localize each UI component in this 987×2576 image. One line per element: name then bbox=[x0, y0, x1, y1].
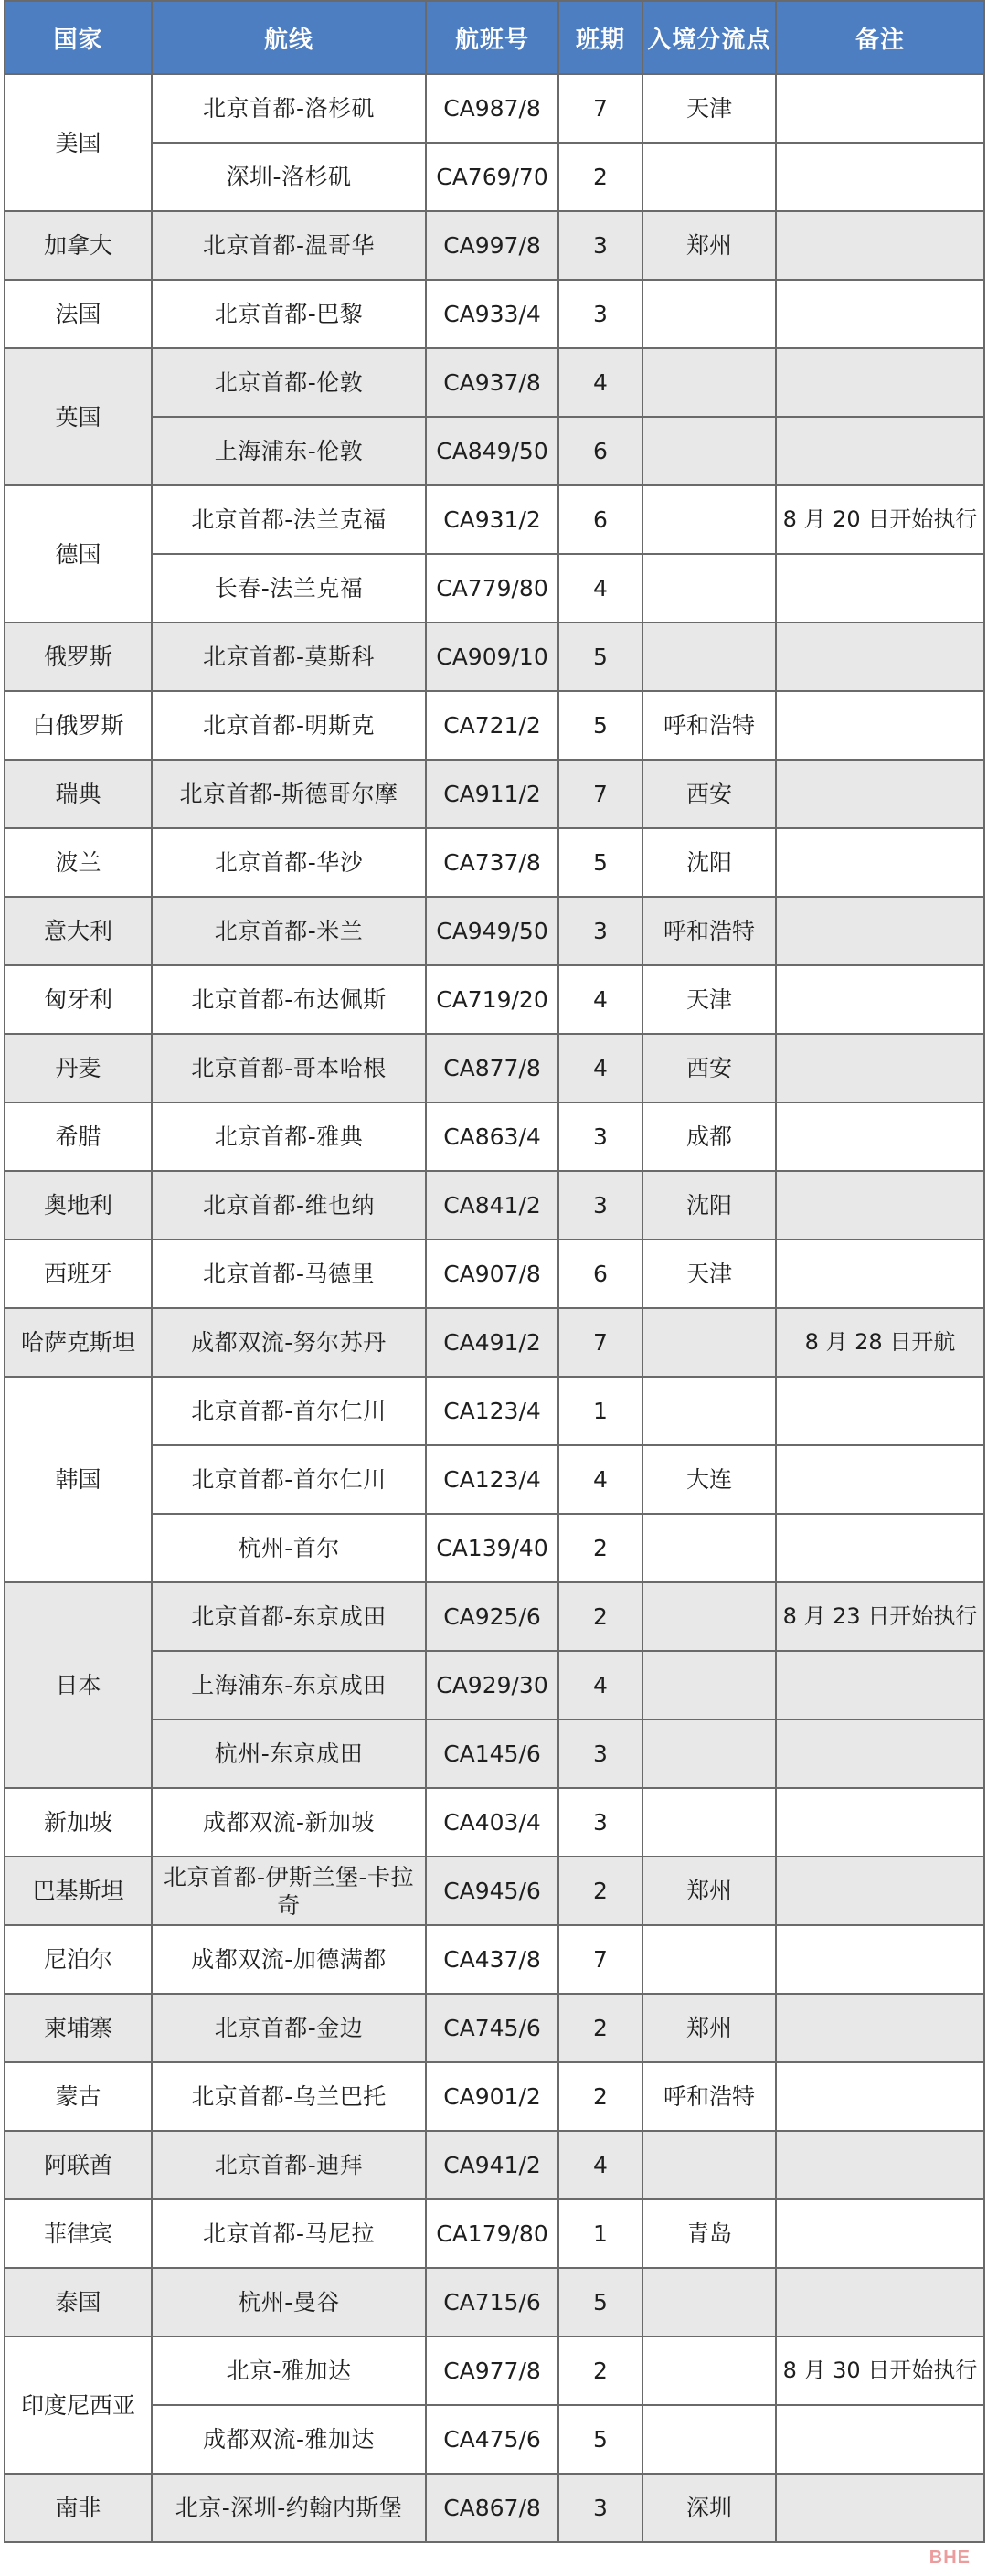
table-row bbox=[5, 2474, 984, 2542]
country-cell: 波兰 bbox=[5, 828, 152, 897]
note-cell bbox=[776, 2474, 984, 2542]
entry-cell bbox=[642, 1377, 776, 1445]
flight-cell: CA877/8 bbox=[426, 1034, 558, 1102]
route-cell: 杭州-东京成田 bbox=[152, 1719, 426, 1788]
flight-cell: CA437/8 bbox=[426, 1925, 558, 1994]
country-cell: 俄罗斯 bbox=[5, 623, 152, 691]
table-row bbox=[5, 623, 984, 691]
note-cell bbox=[776, 2199, 984, 2268]
note-cell bbox=[776, 2131, 984, 2199]
flight-cell: CA925/6 bbox=[426, 1582, 558, 1651]
entry-cell: 呼和浩特 bbox=[642, 897, 776, 965]
table-row bbox=[5, 2199, 984, 2268]
route-cell: 北京首都-哥本哈根 bbox=[152, 1034, 426, 1102]
country-cell: 西班牙 bbox=[5, 1240, 152, 1308]
table-row bbox=[5, 2336, 984, 2405]
country-cell: 匈牙利 bbox=[5, 965, 152, 1034]
column-header-flight: 航班号 bbox=[426, 1, 558, 74]
flight-cell: CA841/2 bbox=[426, 1171, 558, 1240]
note-cell bbox=[776, 143, 984, 211]
entry-cell: 郑州 bbox=[642, 1994, 776, 2062]
country-cell: 德国 bbox=[5, 485, 152, 623]
freq-cell: 5 bbox=[558, 2268, 642, 2336]
freq-cell: 3 bbox=[558, 1788, 642, 1857]
note-cell bbox=[776, 1514, 984, 1582]
table-row bbox=[5, 1377, 984, 1445]
freq-cell: 2 bbox=[558, 2336, 642, 2405]
note-cell bbox=[776, 348, 984, 417]
country-cell: 南非 bbox=[5, 2474, 152, 2542]
flight-cell: CA123/4 bbox=[426, 1377, 558, 1445]
note-cell bbox=[776, 1994, 984, 2062]
entry-cell: 呼和浩特 bbox=[642, 2062, 776, 2131]
entry-cell: 深圳 bbox=[642, 2474, 776, 2542]
freq-cell: 4 bbox=[558, 554, 642, 623]
entry-cell bbox=[642, 348, 776, 417]
note-cell bbox=[776, 1102, 984, 1171]
note-cell bbox=[776, 1240, 984, 1308]
entry-cell bbox=[642, 1925, 776, 1994]
freq-cell: 2 bbox=[558, 1994, 642, 2062]
route-cell: 北京首都-雅典 bbox=[152, 1102, 426, 1171]
note-cell bbox=[776, 1719, 984, 1788]
table-header bbox=[5, 1, 984, 74]
freq-cell: 1 bbox=[558, 2199, 642, 2268]
entry-cell: 天津 bbox=[642, 1240, 776, 1308]
table-row bbox=[5, 554, 984, 623]
flight-cell: CA769/70 bbox=[426, 143, 558, 211]
freq-cell: 3 bbox=[558, 1719, 642, 1788]
table-row bbox=[5, 74, 984, 143]
country-cell: 柬埔寨 bbox=[5, 1994, 152, 2062]
entry-cell bbox=[642, 143, 776, 211]
table-body bbox=[5, 74, 984, 2542]
flight-cell: CA123/4 bbox=[426, 1445, 558, 1514]
freq-cell: 4 bbox=[558, 1651, 642, 1719]
route-cell: 北京首都-明斯克 bbox=[152, 691, 426, 760]
route-cell: 北京首都-首尔仁川 bbox=[152, 1377, 426, 1445]
table-row bbox=[5, 1102, 984, 1171]
route-cell: 北京-雅加达 bbox=[152, 2336, 426, 2405]
flight-cell: CA931/2 bbox=[426, 485, 558, 554]
country-cell: 菲律宾 bbox=[5, 2199, 152, 2268]
country-cell: 加拿大 bbox=[5, 211, 152, 280]
route-cell: 北京-深圳-约翰内斯堡 bbox=[152, 2474, 426, 2542]
entry-cell bbox=[642, 1788, 776, 1857]
country-cell: 印度尼西亚 bbox=[5, 2336, 152, 2474]
flight-cell: CA909/10 bbox=[426, 623, 558, 691]
note-cell: 8 月 30 日开始执行 bbox=[776, 2336, 984, 2405]
route-cell: 长春-法兰克福 bbox=[152, 554, 426, 623]
flight-cell: CA179/80 bbox=[426, 2199, 558, 2268]
route-cell: 成都双流-努尔苏丹 bbox=[152, 1308, 426, 1377]
route-cell: 北京首都-华沙 bbox=[152, 828, 426, 897]
entry-cell bbox=[642, 280, 776, 348]
freq-cell: 5 bbox=[558, 623, 642, 691]
route-cell: 北京首都-伦敦 bbox=[152, 348, 426, 417]
table-row bbox=[5, 1514, 984, 1582]
table-row bbox=[5, 2131, 984, 2199]
freq-cell: 4 bbox=[558, 2131, 642, 2199]
route-cell: 深圳-洛杉矶 bbox=[152, 143, 426, 211]
freq-cell: 6 bbox=[558, 417, 642, 485]
table-row bbox=[5, 348, 984, 417]
freq-cell: 2 bbox=[558, 1582, 642, 1651]
country-cell: 蒙古 bbox=[5, 2062, 152, 2131]
note-cell bbox=[776, 1925, 984, 1994]
route-cell: 北京首都-巴黎 bbox=[152, 280, 426, 348]
table-row bbox=[5, 760, 984, 828]
table-row bbox=[5, 897, 984, 965]
entry-cell bbox=[642, 2405, 776, 2474]
flight-cell: CA863/4 bbox=[426, 1102, 558, 1171]
route-cell: 上海浦东-伦敦 bbox=[152, 417, 426, 485]
note-cell: 8 月 20 日开始执行 bbox=[776, 485, 984, 554]
flight-cell: CA491/2 bbox=[426, 1308, 558, 1377]
entry-cell: 青岛 bbox=[642, 2199, 776, 2268]
table-row bbox=[5, 2405, 984, 2474]
freq-cell: 2 bbox=[558, 143, 642, 211]
table-row bbox=[5, 211, 984, 280]
country-cell: 哈萨克斯坦 bbox=[5, 1308, 152, 1377]
freq-cell: 7 bbox=[558, 1925, 642, 1994]
flight-cell: CA901/2 bbox=[426, 2062, 558, 2131]
column-header-route: 航线 bbox=[152, 1, 426, 74]
table-row bbox=[5, 417, 984, 485]
note-cell bbox=[776, 760, 984, 828]
country-cell: 希腊 bbox=[5, 1102, 152, 1171]
watermark-logo: BHE bbox=[929, 2548, 971, 2568]
note-cell bbox=[776, 211, 984, 280]
route-cell: 成都双流-新加坡 bbox=[152, 1788, 426, 1857]
country-cell: 尼泊尔 bbox=[5, 1925, 152, 1994]
note-cell bbox=[776, 280, 984, 348]
note-cell bbox=[776, 554, 984, 623]
freq-cell: 3 bbox=[558, 211, 642, 280]
entry-cell: 呼和浩特 bbox=[642, 691, 776, 760]
freq-cell: 7 bbox=[558, 74, 642, 143]
note-cell: 8 月 28 日开航 bbox=[776, 1308, 984, 1377]
entry-cell bbox=[642, 485, 776, 554]
table-row bbox=[5, 485, 984, 554]
flight-cell: CA937/8 bbox=[426, 348, 558, 417]
entry-cell bbox=[642, 2336, 776, 2405]
flight-cell: CA907/8 bbox=[426, 1240, 558, 1308]
freq-cell: 6 bbox=[558, 485, 642, 554]
table-row bbox=[5, 965, 984, 1034]
entry-cell: 郑州 bbox=[642, 211, 776, 280]
route-cell: 北京首都-东京成田 bbox=[152, 1582, 426, 1651]
note-cell bbox=[776, 897, 984, 965]
freq-cell: 1 bbox=[558, 1377, 642, 1445]
note-cell bbox=[776, 2405, 984, 2474]
entry-cell bbox=[642, 417, 776, 485]
note-cell bbox=[776, 74, 984, 143]
column-header-entry: 入境分流点 bbox=[642, 1, 776, 74]
country-cell: 巴基斯坦 bbox=[5, 1857, 152, 1925]
table-row bbox=[5, 1582, 984, 1651]
country-cell: 白俄罗斯 bbox=[5, 691, 152, 760]
route-cell: 北京首都-法兰克福 bbox=[152, 485, 426, 554]
flight-cell: CA987/8 bbox=[426, 74, 558, 143]
country-cell: 新加坡 bbox=[5, 1788, 152, 1857]
table-row bbox=[5, 1034, 984, 1102]
entry-cell bbox=[642, 554, 776, 623]
table-row bbox=[5, 2268, 984, 2336]
note-cell bbox=[776, 1034, 984, 1102]
note-cell bbox=[776, 1445, 984, 1514]
route-cell: 北京首都-迪拜 bbox=[152, 2131, 426, 2199]
flight-cell: CA721/2 bbox=[426, 691, 558, 760]
entry-cell bbox=[642, 1719, 776, 1788]
entry-cell bbox=[642, 1514, 776, 1582]
route-cell: 北京首都-乌兰巴托 bbox=[152, 2062, 426, 2131]
column-header-country: 国家 bbox=[5, 1, 152, 74]
table-row bbox=[5, 691, 984, 760]
flight-cell: CA745/6 bbox=[426, 1994, 558, 2062]
entry-cell bbox=[642, 623, 776, 691]
flight-cell: CA997/8 bbox=[426, 211, 558, 280]
note-cell bbox=[776, 2268, 984, 2336]
table-row bbox=[5, 1719, 984, 1788]
flight-cell: CA929/30 bbox=[426, 1651, 558, 1719]
freq-cell: 2 bbox=[558, 1514, 642, 1582]
country-cell: 日本 bbox=[5, 1582, 152, 1788]
route-cell: 北京首都-米兰 bbox=[152, 897, 426, 965]
freq-cell: 5 bbox=[558, 2405, 642, 2474]
flight-schedule-table bbox=[4, 0, 985, 2543]
entry-cell bbox=[642, 1582, 776, 1651]
country-cell: 英国 bbox=[5, 348, 152, 485]
flight-cell: CA945/6 bbox=[426, 1857, 558, 1925]
flight-cell: CA715/6 bbox=[426, 2268, 558, 2336]
note-cell bbox=[776, 1651, 984, 1719]
entry-cell bbox=[642, 2268, 776, 2336]
note-cell bbox=[776, 2062, 984, 2131]
entry-cell: 西安 bbox=[642, 760, 776, 828]
note-cell bbox=[776, 417, 984, 485]
route-cell: 成都双流-雅加达 bbox=[152, 2405, 426, 2474]
note-cell bbox=[776, 1788, 984, 1857]
freq-cell: 3 bbox=[558, 2474, 642, 2542]
entry-cell bbox=[642, 2131, 776, 2199]
freq-cell: 2 bbox=[558, 2062, 642, 2131]
table-row bbox=[5, 1171, 984, 1240]
country-cell: 意大利 bbox=[5, 897, 152, 965]
freq-cell: 6 bbox=[558, 1240, 642, 1308]
table-row bbox=[5, 1925, 984, 1994]
entry-cell: 大连 bbox=[642, 1445, 776, 1514]
column-header-freq: 班期 bbox=[558, 1, 642, 74]
entry-cell: 西安 bbox=[642, 1034, 776, 1102]
freq-cell: 7 bbox=[558, 1308, 642, 1377]
table-row bbox=[5, 1857, 984, 1925]
route-cell: 北京首都-马德里 bbox=[152, 1240, 426, 1308]
route-cell: 成都双流-加德满都 bbox=[152, 1925, 426, 1994]
flight-cell: CA867/8 bbox=[426, 2474, 558, 2542]
note-cell bbox=[776, 1171, 984, 1240]
column-header-note: 备注 bbox=[776, 1, 984, 74]
note-cell bbox=[776, 623, 984, 691]
entry-cell: 郑州 bbox=[642, 1857, 776, 1925]
flight-cell: CA949/50 bbox=[426, 897, 558, 965]
header-row bbox=[5, 1, 984, 74]
route-cell: 北京首都-马尼拉 bbox=[152, 2199, 426, 2268]
freq-cell: 4 bbox=[558, 965, 642, 1034]
freq-cell: 3 bbox=[558, 280, 642, 348]
route-cell: 杭州-首尔 bbox=[152, 1514, 426, 1582]
country-cell: 美国 bbox=[5, 74, 152, 211]
flight-cell: CA403/4 bbox=[426, 1788, 558, 1857]
country-cell: 奥地利 bbox=[5, 1171, 152, 1240]
note-cell bbox=[776, 828, 984, 897]
table-row bbox=[5, 2062, 984, 2131]
note-cell bbox=[776, 1857, 984, 1925]
flight-cell: CA475/6 bbox=[426, 2405, 558, 2474]
table-row bbox=[5, 828, 984, 897]
freq-cell: 3 bbox=[558, 1102, 642, 1171]
freq-cell: 2 bbox=[558, 1857, 642, 1925]
flight-cell: CA139/40 bbox=[426, 1514, 558, 1582]
table-row bbox=[5, 280, 984, 348]
table-row bbox=[5, 1788, 984, 1857]
note-cell bbox=[776, 691, 984, 760]
country-cell: 瑞典 bbox=[5, 760, 152, 828]
note-cell bbox=[776, 1377, 984, 1445]
note-cell: 8 月 23 日开始执行 bbox=[776, 1582, 984, 1651]
entry-cell: 天津 bbox=[642, 74, 776, 143]
flight-cell: CA719/20 bbox=[426, 965, 558, 1034]
entry-cell bbox=[642, 1651, 776, 1719]
flight-cell: CA849/50 bbox=[426, 417, 558, 485]
route-cell: 北京首都-温哥华 bbox=[152, 211, 426, 280]
entry-cell bbox=[642, 1308, 776, 1377]
freq-cell: 4 bbox=[558, 348, 642, 417]
route-cell: 北京首都-布达佩斯 bbox=[152, 965, 426, 1034]
flight-cell: CA737/8 bbox=[426, 828, 558, 897]
freq-cell: 5 bbox=[558, 828, 642, 897]
entry-cell: 成都 bbox=[642, 1102, 776, 1171]
freq-cell: 4 bbox=[558, 1445, 642, 1514]
table-row bbox=[5, 1308, 984, 1377]
route-cell: 北京首都-维也纳 bbox=[152, 1171, 426, 1240]
country-cell: 阿联酋 bbox=[5, 2131, 152, 2199]
table-row bbox=[5, 1651, 984, 1719]
table-row bbox=[5, 1445, 984, 1514]
country-cell: 韩国 bbox=[5, 1377, 152, 1582]
table-row bbox=[5, 1240, 984, 1308]
table-row bbox=[5, 1994, 984, 2062]
country-cell: 泰国 bbox=[5, 2268, 152, 2336]
freq-cell: 5 bbox=[558, 691, 642, 760]
entry-cell: 沈阳 bbox=[642, 1171, 776, 1240]
route-cell: 上海浦东-东京成田 bbox=[152, 1651, 426, 1719]
route-cell: 北京首都-伊斯兰堡-卡拉奇 bbox=[152, 1857, 426, 1925]
route-cell: 北京首都-莫斯科 bbox=[152, 623, 426, 691]
route-cell: 北京首都-金边 bbox=[152, 1994, 426, 2062]
flight-cell: CA977/8 bbox=[426, 2336, 558, 2405]
flight-cell: CA941/2 bbox=[426, 2131, 558, 2199]
entry-cell: 天津 bbox=[642, 965, 776, 1034]
entry-cell: 沈阳 bbox=[642, 828, 776, 897]
flight-cell: CA911/2 bbox=[426, 760, 558, 828]
freq-cell: 4 bbox=[558, 1034, 642, 1102]
note-cell bbox=[776, 965, 984, 1034]
country-cell: 丹麦 bbox=[5, 1034, 152, 1102]
flight-cell: CA933/4 bbox=[426, 280, 558, 348]
route-cell: 杭州-曼谷 bbox=[152, 2268, 426, 2336]
route-cell: 北京首都-首尔仁川 bbox=[152, 1445, 426, 1514]
flight-cell: CA145/6 bbox=[426, 1719, 558, 1788]
freq-cell: 3 bbox=[558, 1171, 642, 1240]
route-cell: 北京首都-洛杉矶 bbox=[152, 74, 426, 143]
route-cell: 北京首都-斯德哥尔摩 bbox=[152, 760, 426, 828]
country-cell: 法国 bbox=[5, 280, 152, 348]
freq-cell: 7 bbox=[558, 760, 642, 828]
freq-cell: 3 bbox=[558, 897, 642, 965]
flight-cell: CA779/80 bbox=[426, 554, 558, 623]
table-row bbox=[5, 143, 984, 211]
